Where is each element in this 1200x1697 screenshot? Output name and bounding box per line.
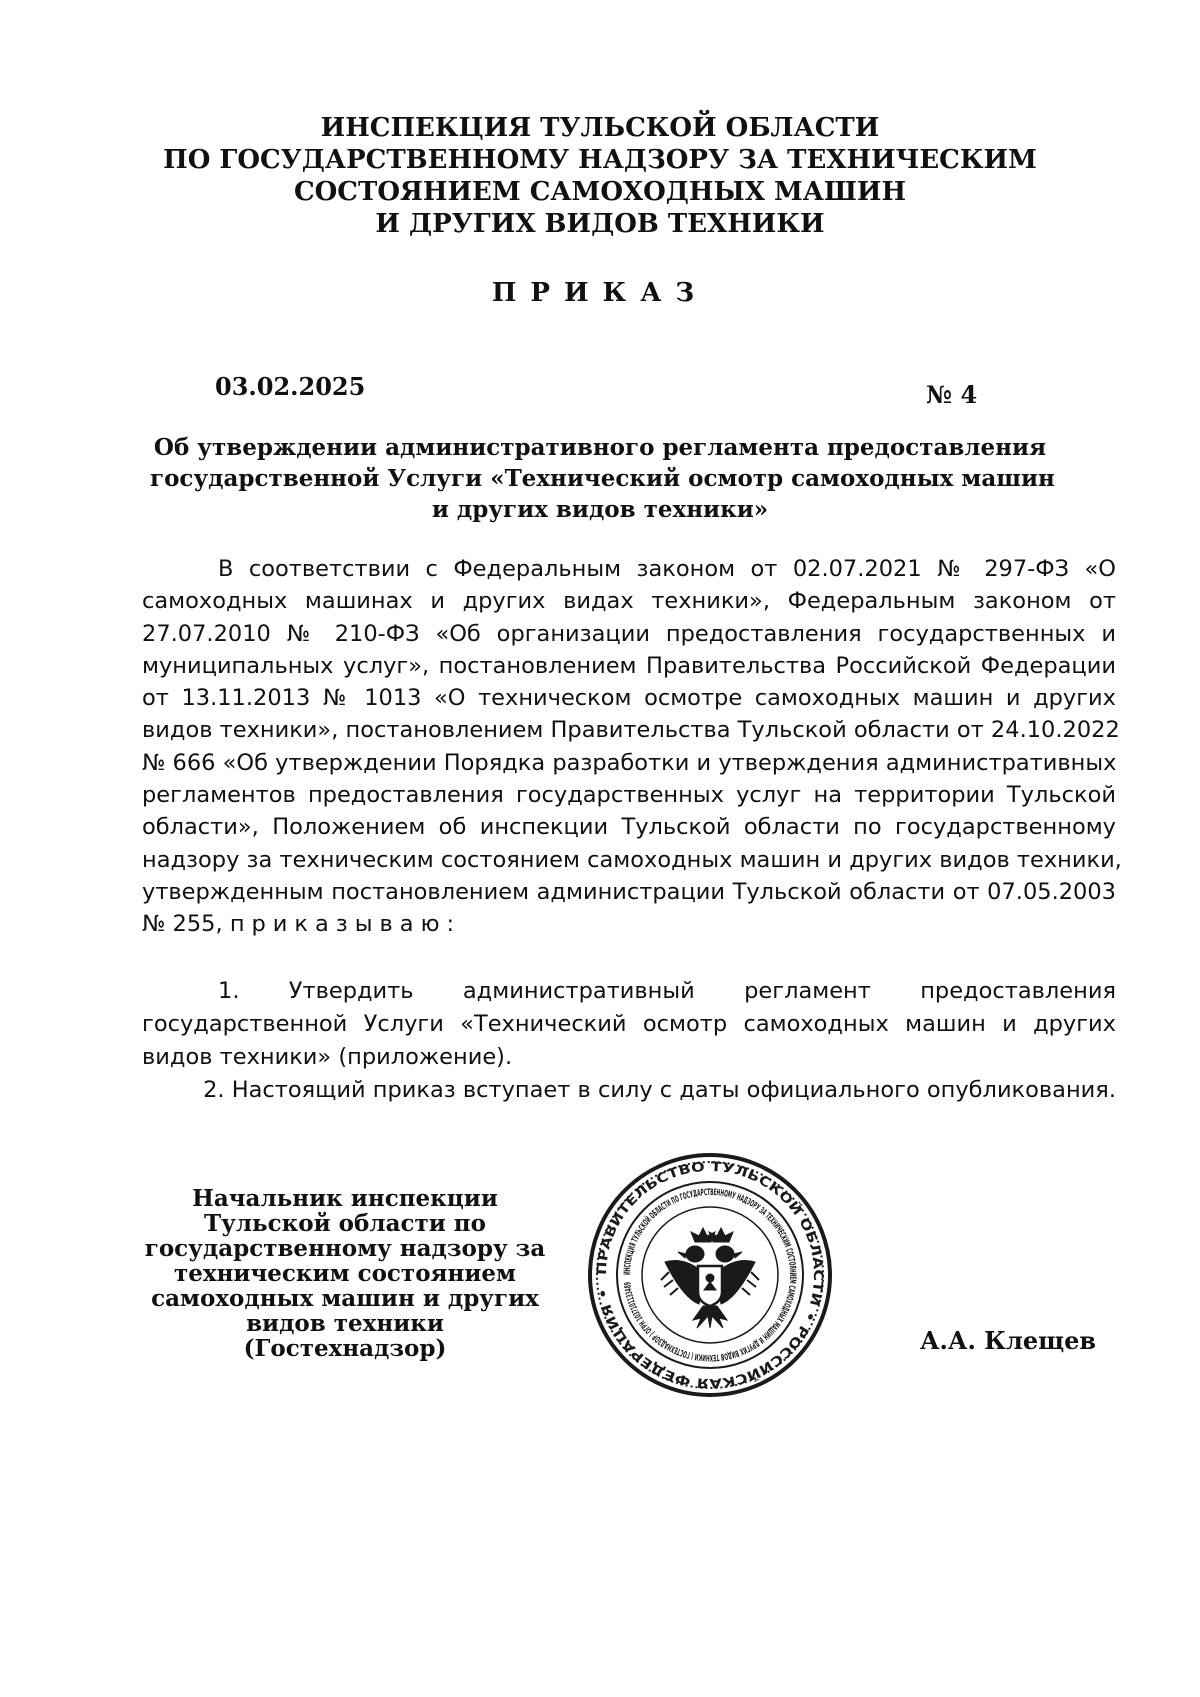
preamble-line: надзору за техническим состоянием самоходных машин и других видов техники, <box>142 846 1122 873</box>
preamble-line: видов техники», постановлением Правительства Тульской области от 24.10.2022 <box>142 717 1120 744</box>
signer-position-line: государственному надзору за <box>144 1235 546 1262</box>
preamble-last-line <box>142 908 1116 940</box>
subject-line: государственной Услуги «Технический осмотр самоходных машин <box>150 465 1055 492</box>
preamble-paragraph <box>142 553 1122 941</box>
preamble-line: области», Положением об инспекции Тульской области по государственному <box>142 814 1116 841</box>
item-1-word: административный <box>462 978 695 1004</box>
item-2: 2. Настоящий приказ вступает в силу с даты официального опубликования. <box>203 1077 1116 1103</box>
signer-position <box>140 1186 550 1361</box>
item-1-first-line <box>142 975 1116 1008</box>
preamble-line: регламентов предоставления государственных услуг на территории Тульской <box>142 782 1116 809</box>
item-1-word: регламент <box>744 978 871 1004</box>
item-1-line: государственной Услуги «Технический осмотр самоходных машин и других <box>142 1011 1116 1037</box>
seal-outer-textpath: ПРАВИТЕЛЬСТВО ТУЛЬСКОЙ ОБЛАСТИ • РОССИЙСКАЯ ФЕДЕРАЦИЯ • <box>594 1159 826 1391</box>
preamble-line: В соответствии с Федеральным законом от 02.07.2021 № 297-ФЗ «О <box>218 556 1116 582</box>
document-number: № 4 <box>926 380 978 409</box>
document-date: 03.02.2025 <box>215 372 366 401</box>
subject-line: и других видов техники» <box>431 496 769 523</box>
item-1-line: видов техники» (приложение). <box>142 1044 513 1070</box>
preamble-line: от 13.11.2013 № 1013 «О техническом осмотре самоходных машин и других <box>142 685 1116 712</box>
signer-position-line: (Гостехнадзор) <box>243 1335 447 1362</box>
preamble-line: самоходных машинах и других видах техники», Федеральным законом от <box>142 588 1116 615</box>
signer-position-line: самоходных машин и других <box>151 1285 539 1312</box>
document-subject <box>150 432 1055 525</box>
order-word: приказываю: <box>229 911 462 938</box>
order-reference: № 255, <box>142 911 223 938</box>
preamble-line: № 666 «Об утверждении Порядка разработки и утверждения административных <box>142 749 1117 776</box>
item-1-word: предоставления <box>920 978 1116 1004</box>
preamble-line: утвержденным постановлением администрации Тульской области от 07.05.2003 <box>142 878 1116 905</box>
org-line: ИНСПЕКЦИЯ ТУЛЬСКОЙ ОБЛАСТИ <box>320 113 880 143</box>
organization-header <box>150 112 1050 240</box>
signer-position-line: техническим состоянием <box>173 1260 517 1287</box>
subject-line: Об утверждении административного регламента предоставления <box>153 434 1047 461</box>
order-items <box>142 975 1116 1107</box>
org-line: И ДРУГИХ ВИДОВ ТЕХНИКИ <box>375 209 825 239</box>
signer-name: А.А. Клещев <box>920 1326 1097 1355</box>
signer-position-line: Начальник инспекции <box>192 1185 498 1212</box>
org-line: ПО ГОСУДАРСТВЕННОМУ НАДЗОРУ ЗА ТЕХНИЧЕСКИМ <box>163 145 1037 175</box>
org-line: СОСТОЯНИЕМ САМОХОДНЫХ МАШИН <box>293 177 907 207</box>
official-seal <box>585 1150 835 1400</box>
preamble-line: муниципальных услуг», постановлением Правительства Российской Федерации <box>142 652 1116 679</box>
double-headed-eagle-icon <box>661 1228 759 1328</box>
item-1-word: 1. <box>218 978 240 1004</box>
seal-inner-textpath: ИНСПЕКЦИЯ ТУЛЬСКОЙ ОБЛАСТИ ПО ГОСУДАРСТВЕННОМУ НАДЗОРУ ЗА ТЕХНИЧЕСКИМ СОСТОЯНИЕМ САМОХОДНЫХ МАШИН И ДРУГИХ ВИДОВ ТЕХНИКИ ( ГОСТЕХНАДЗОР ) ОГРН 1037101133489 <box>622 1187 798 1363</box>
preamble-line: 27.07.2010 № 210-ФЗ «Об организации предоставления государственных и <box>142 620 1116 647</box>
item-1-word: Утвердить <box>288 978 414 1004</box>
document-type: ПРИКАЗ <box>491 278 709 308</box>
signer-position-line: видов техники <box>246 1310 444 1337</box>
signer-position-line: Тульской области по <box>204 1210 486 1237</box>
